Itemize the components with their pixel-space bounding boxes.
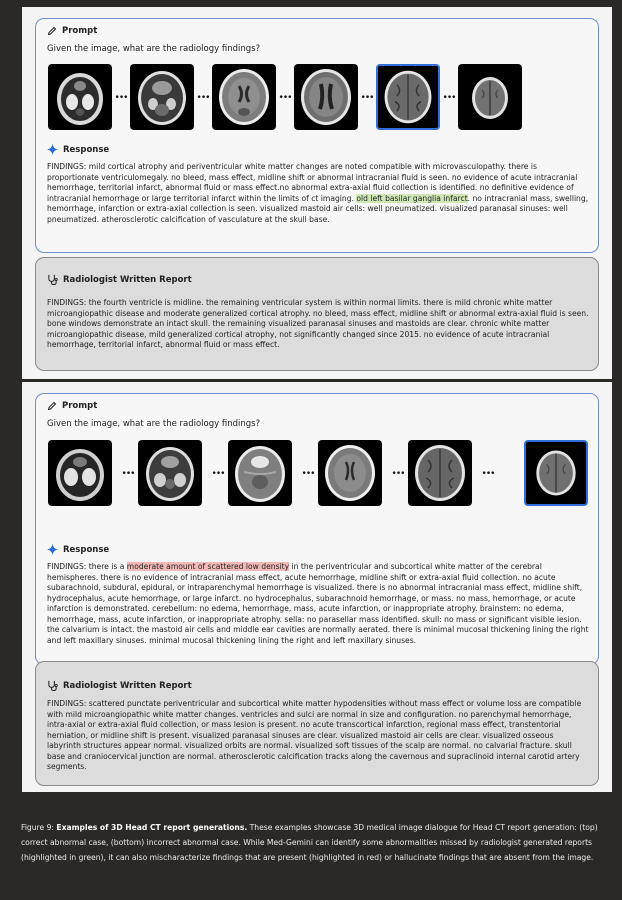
slice-separator: ••• — [301, 469, 315, 479]
sparkle-icon — [47, 544, 58, 555]
report-header — [47, 680, 192, 691]
prompt-question: Given the image, what are the radiology findings? — [47, 44, 261, 54]
slice-separator: ••• — [278, 93, 292, 103]
radiologist-report-card — [35, 257, 599, 371]
slice-separator: ••• — [442, 93, 456, 103]
response-text-pre: FINDINGS: there is a — [47, 562, 127, 571]
slice-separator: ••• — [114, 93, 128, 103]
figure-caption — [21, 820, 607, 865]
slice-separator: ••• — [481, 469, 495, 479]
caption-title: Examples of 3D Head CT report generations. — [56, 823, 248, 832]
prompt-label: Prompt — [62, 401, 98, 411]
example-panel-bottom — [22, 382, 612, 792]
response-text — [47, 562, 589, 646]
ct-slice-strip — [48, 440, 588, 506]
prompt-label: Prompt — [62, 26, 98, 36]
ct-slice-5 — [408, 440, 472, 506]
example-panel-top — [22, 7, 612, 379]
ct-slice-6 — [524, 440, 588, 506]
prompt-header — [47, 401, 97, 411]
slice-separator: ••• — [391, 469, 405, 479]
stethoscope-icon — [47, 680, 58, 691]
response-header — [47, 144, 109, 155]
ct-slice-3 — [212, 64, 276, 130]
ct-slice-4 — [294, 64, 358, 130]
prompt-response-card — [35, 18, 599, 253]
report-label: Radiologist Written Report — [63, 274, 192, 285]
response-text-post: in the periventricular and subcortical white matter of the cerebral hemispheres. there is no evidence of intracranial mass effect, acute hemorrhage, midline shift or extra-axial fluid collection. no acute subarachnoid, subdural, epidural, or intraparenchymal hemorrhage is visualized. there is no abnormal intracranial mass effect, midline shift, hydrocephalus, acute hemorrhage, or large infarct. no hydrocephalus, subarachnoid hemorrhage, or mass. no mass, hemorrhage, or acute infarction is demonstrated. cerebellum: no edema, hemorrhage, mass, acute infarction, or inappropriate atrophy. brainstem: no edema, hemorrhage, mass, acute infarction, or inappropriate atrophy. sella: no parasellar mass identified. skull: no mass or significant visible lesion. the calvarium is intact. the mastoid air cells and middle ear cavities are normally aerated. there is minimal mucosal thickening lining the right and left maxillary sinuses. minimal mucosal thickening lining the right and left maxillary sinuses. — [47, 562, 589, 645]
radiologist-report-card — [35, 661, 599, 786]
caption-text: These examples showcase 3D medical image dialogue for Head CT report generation: (top) correct abnormal case, (bottom) incorrect abnormal case. While Med-Gemini can identify some abnormalities missed by radiologist generated reports (highlighted in green), it can also mischaracterize findings that are present (highlighted in red) or hallucinate findings that are absent from the image. — [21, 823, 598, 862]
highlight-mischaracterized-finding: moderate amount of scattered low density — [126, 562, 290, 571]
prompt-response-card — [35, 393, 599, 665]
slice-separator: ••• — [121, 469, 135, 479]
response-text-pre: FINDINGS: mild cortical atrophy and periventricular white matter changes are noted compatible with microvasculopathy. there is proportionate ventriculomegaly. no bleed, mass effect, midline shift or abnormal intracranial fluid is seen. no evidence of acute intracranial hemorrhage, territorial infarct, abnormal fluid or mass effect.no abnormal extra-axial fluid collection is identified. no definitive evidence of intracranial hemorrhage or large territorial infarct within the limits of ct imaging. — [47, 162, 578, 203]
ct-slice-2 — [138, 440, 202, 506]
caption-label: Figure 9: — [21, 823, 57, 832]
ct-slice-2 — [130, 64, 194, 130]
slice-separator: ••• — [211, 469, 225, 479]
slice-separator: ••• — [360, 93, 374, 103]
response-label: Response — [63, 144, 110, 155]
pencil-icon — [47, 401, 57, 411]
prompt-question: Given the image, what are the radiology findings? — [47, 419, 261, 429]
ct-slice-1 — [48, 440, 112, 506]
pencil-icon — [47, 26, 57, 36]
sparkle-icon — [47, 144, 58, 155]
prompt-header — [47, 26, 97, 36]
response-text-post: . no intracranial mass, swelling, hemorrhage, infarction or extra-axial collection is seen. visualized mastoid air cells: well pneumatized. visualized paranasal sinuses: well pneumatized. atherosclerotic calcification of vasculature at the skull base. — [47, 193, 589, 224]
response-label: Response — [63, 544, 110, 555]
report-text: FINDINGS: scattered punctate periventricular and subcortical white matter hypodensities without mass effect or volume loss are compatible with mild microangiopathic white matter changes. ventricles and sulci are normal in size and configuration. no parenchymal hemorrhage, intra-axial or extra-axial fluid collection, or mass lesion is present. no acute transcortical infarction, regional mass effect, transtentorial herniation, or midline shift is present. visualized paranasal sinuses are clear. visualized mastoid air cells are clear. visualized osseous labyrinth structures appear normal. visualized orbits are normal. visualized soft tissues of the scalp are normal. no calvarial fracture. skull base and craniocervical junction are normal. atherosclerotic calcification tracks along the cavernous and supraclinoid internal carotid artery segments. — [47, 699, 582, 771]
ct-slice-4 — [318, 440, 382, 506]
report-header — [47, 274, 192, 285]
ct-slice-3 — [228, 440, 292, 506]
response-text — [47, 162, 589, 225]
stethoscope-icon — [47, 274, 58, 285]
report-text: FINDINGS: the fourth ventricle is midline. the remaining ventricular system is within normal limits. there is mild chronic white matter microangiopathic disease and moderate generalized cortical atrophy. no bleed, mass effect, midline shift or abnormal extra-axial fluid is seen. bone windows demonstrate an intact skull. the remaining visualized paranasal sinuses and mastoids are clear. chronic white matter microangiopathic disease, mild generalized cortical atrophy, not significantly changed since 2015. no evidence of acute intracranial hemorrhage, territorial infarct, abnormal fluid or mass effect. — [47, 298, 589, 349]
slice-separator: ••• — [196, 93, 210, 103]
ct-slice-strip — [48, 64, 588, 130]
ct-slice-5 — [376, 64, 440, 130]
ct-slice-1 — [48, 64, 112, 130]
highlight-correct-finding: old left basilar ganglia infarct — [356, 193, 468, 203]
response-header — [47, 544, 109, 555]
ct-slice-6 — [458, 64, 522, 130]
report-label: Radiologist Written Report — [63, 680, 192, 691]
